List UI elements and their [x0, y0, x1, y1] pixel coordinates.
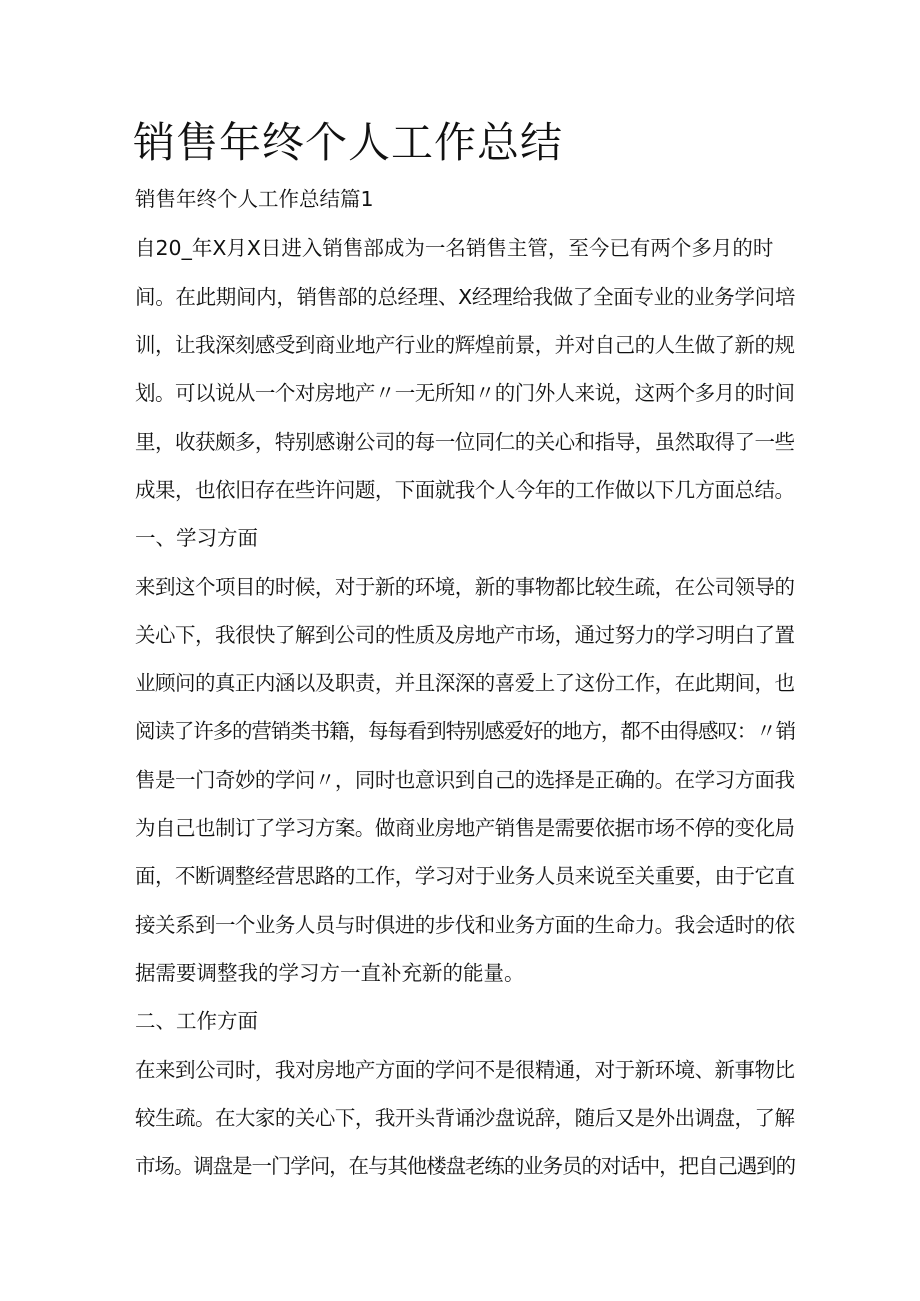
section-heading: 一、学习方面 [135, 526, 258, 550]
text-line: 为自己也制订了学习方案。做商业房地产销售是需要依据市场不停的变化局 [135, 816, 795, 840]
document-title: 销售年终个人工作总结 [133, 118, 564, 167]
text-line: 业顾问的真正内涵以及职责，并且深深的喜爱上了这份工作，在此期间，也 [135, 671, 795, 695]
text-line: 关心下，我很快了解到公司的性质及房地产市场，通过努力的学习明白了置 [135, 623, 795, 647]
text-line: 面，不断调整经营思路的工作，学习对于业务人员来说至关重要，由于它直 [135, 864, 795, 888]
text-line: 市场。调盘是一门学问，在与其他楼盘老练的业务员的对话中，把自己遇到的 [135, 1154, 795, 1178]
text-line: 售是一门奇妙的学问〃，同时也意识到自己的选择是正确的。在学习方面我 [135, 768, 795, 792]
text-line: 训，让我深刻感受到商业地产行业的辉煌前景，并对自己的人生做了新的规 [135, 333, 795, 357]
text-line: 较生疏。在大家的关心下，我开头背诵沙盘说辞，随后又是外出调盘，了解 [135, 1106, 795, 1130]
text-line: 在来到公司时，我对房地产方面的学问不是很精通，对于新环境、新事物比 [135, 1058, 795, 1082]
section-heading: 二、工作方面 [135, 1009, 258, 1033]
text-line: 里，收获颇多，特别感谢公司的每一位同仁的关心和指导，虽然取得了一些 [135, 430, 795, 454]
text-line: 划。可以说从一个对房地产〃一无所知〃的门外人来说，这两个多月的时间 [135, 381, 795, 405]
document-subtitle: 销售年终个人工作总结篇1 [135, 187, 374, 211]
text-line: 来到这个项目的时候，对于新的环境，新的事物都比较生疏，在公司领导的 [135, 575, 795, 599]
text-line: 阅读了许多的营销类书籍，每每看到特别感爱好的地方，都不由得感叹：〃销 [135, 719, 795, 743]
text-line: 接关系到一个业务人员与时俱进的步伐和业务方面的生命力。我会适时的依 [135, 913, 795, 937]
text-line: 据需要调整我的学习方一直补充新的能量。 [135, 961, 525, 985]
text-line: 间。在此期间内，销售部的总经理、X经理给我做了全面专业的业务学问培 [135, 285, 796, 309]
text-line: 成果，也依旧存在些许问题，下面就我个人今年的工作做以下几方面总结。 [135, 478, 795, 502]
text-line: 自20_年X月X日进入销售部成为一名销售主管，至今已有两个多月的时 [135, 236, 774, 260]
